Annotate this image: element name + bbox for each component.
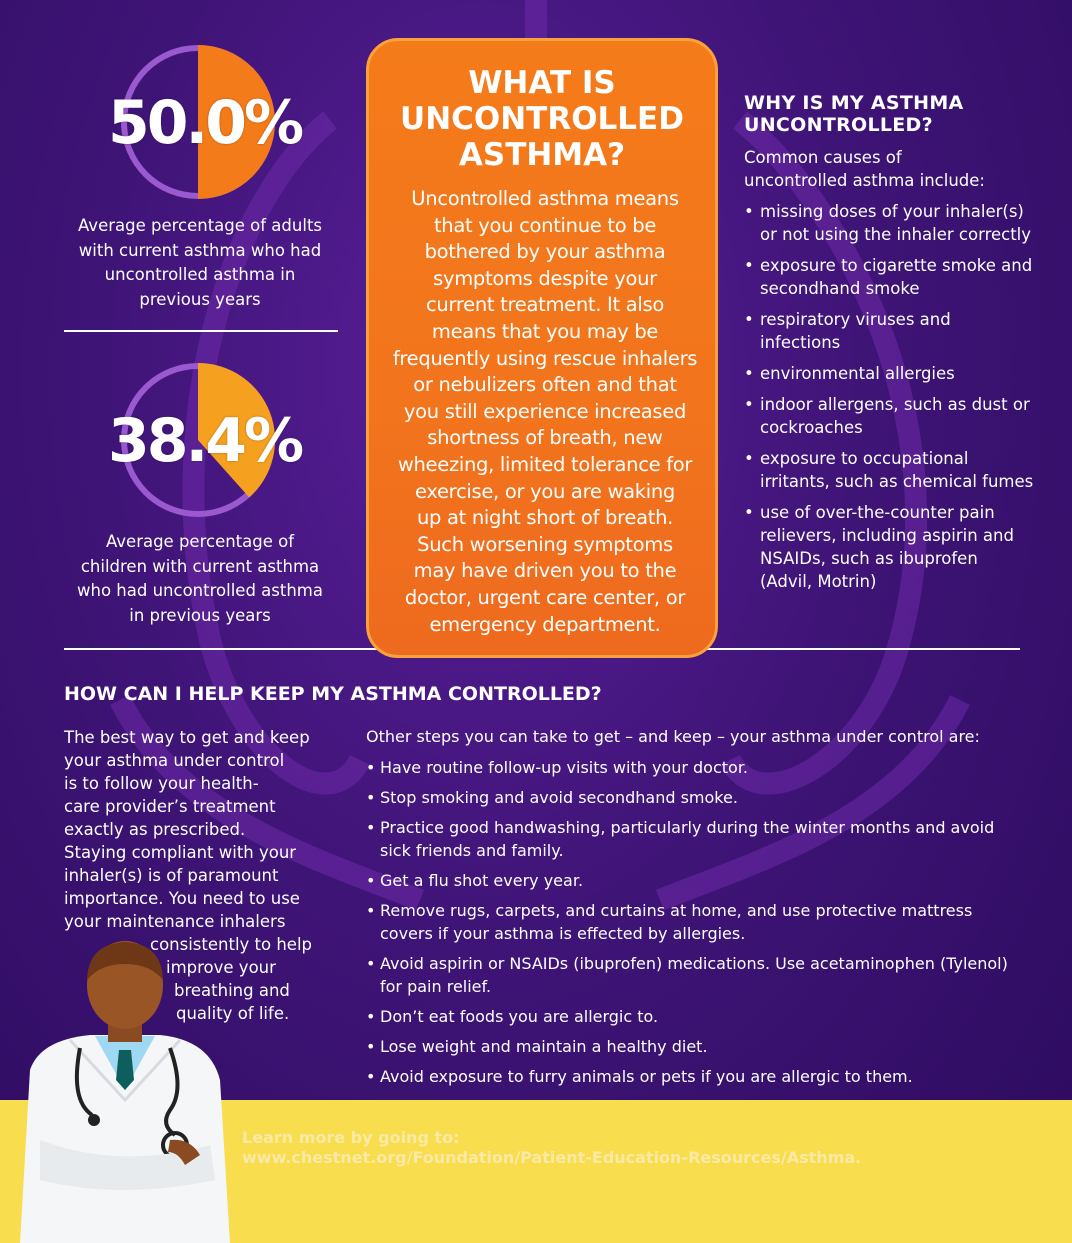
step-text: Stop smoking and avoid secondhand smoke.	[380, 788, 738, 807]
why-intro-line: uncontrolled asthma include:	[744, 171, 985, 190]
treatment-line: your maintenance inhalers	[64, 912, 286, 931]
why-title-line: WHY IS MY ASTHMA	[744, 92, 964, 114]
card-body-line: Uncontrolled asthma means	[411, 187, 679, 210]
step-text: Practice good handwashing, particularly during the winter months and avoid sick friends and family.	[380, 818, 995, 860]
children-desc-line: children with current asthma	[80, 556, 320, 576]
cause-item	[744, 200, 1034, 246]
children-desc-line: who had uncontrolled asthma	[77, 581, 323, 600]
bullet-icon: •	[366, 1037, 376, 1056]
what-is-uncontrolled-asthma-card	[366, 38, 718, 658]
cause-text: exposure to occupational irritants, such as chemical fumes	[760, 449, 1034, 491]
cause-text: environmental allergies	[760, 364, 955, 383]
divider	[64, 330, 338, 332]
adult-desc-line: previous years	[139, 289, 261, 309]
card-body-line: Such worsening symptoms	[417, 532, 673, 556]
treatment-line: quality of life.	[176, 1004, 290, 1023]
card-body-line: up at night short of breath.	[416, 506, 674, 530]
bullet-icon: •	[366, 758, 376, 777]
bullet-icon: •	[744, 310, 754, 329]
step-text: Remove rugs, carpets, and curtains at home, and use protective mattress covers if your asthma is effected by allergies.	[380, 901, 973, 943]
causes-list	[744, 200, 1034, 601]
step-item	[366, 816, 1026, 862]
footer-url-link[interactable]: www.chestnet.org/Foundation/Patient-Education-Resources/Asthma.	[242, 1148, 862, 1167]
treatment-line: importance. You need to use	[64, 889, 300, 908]
bullet-icon: •	[744, 395, 754, 414]
step-text: Avoid aspirin or NSAIDs (ibuprofen) medications. Use acetaminophen (Tylenol) for pain relief.	[380, 954, 1008, 996]
adult-desc-line: with current asthma who had	[78, 240, 322, 260]
treatment-line: exactly as prescribed.	[64, 820, 246, 839]
treatment-line: your asthma under control	[64, 751, 285, 770]
bullet-icon: •	[366, 954, 376, 973]
bullet-icon: •	[744, 449, 754, 468]
cause-text: use of over-the-counter pain relievers, including aspirin and NSAIDs, such as ibuprofen (Advil, Motrin)	[760, 503, 1014, 591]
card-body-line: bothered by your asthma	[424, 240, 666, 264]
card-body-line: current treatment. It also	[425, 293, 665, 317]
cause-item	[744, 501, 1034, 593]
footer-learn-more	[242, 1128, 1062, 1168]
why-uncontrolled-title	[744, 92, 1044, 136]
card-body-line: means that you may be	[431, 319, 659, 343]
card-body-line: exercise, or you are waking	[414, 479, 676, 503]
bullet-icon: •	[744, 364, 754, 383]
cause-item	[744, 308, 1034, 354]
children-percentage: 38.4%	[108, 406, 302, 476]
bullet-icon: •	[366, 1007, 376, 1026]
steps-intro: Other steps you can take to get – and keep – your asthma under control are:	[366, 727, 980, 746]
card-body-line: shortness of breath, new	[427, 426, 663, 450]
bullet-icon: •	[366, 788, 376, 807]
steps-list	[366, 756, 1026, 1095]
cause-text: exposure to cigarette smoke and secondhand smoke	[760, 256, 1033, 298]
step-item	[366, 756, 1026, 779]
step-text: Lose weight and maintain a healthy diet.	[380, 1037, 708, 1056]
step-item	[366, 1005, 1026, 1028]
bullet-icon: •	[744, 256, 754, 275]
step-text: Avoid exposure to furry animals or pets if you are allergic to them.	[380, 1067, 913, 1086]
adult-desc-line: Average percentage of adults	[77, 216, 323, 235]
card-title-line: UNCONTROLLED	[400, 101, 684, 137]
step-text: Have routine follow-up visits with your doctor.	[380, 758, 749, 777]
cause-text: indoor allergens, such as dust or cockroaches	[760, 395, 1030, 437]
bullet-icon: •	[366, 871, 376, 890]
cause-item	[744, 393, 1034, 439]
step-item	[366, 899, 1026, 945]
card-title-line: ASTHMA?	[458, 137, 626, 173]
bullet-icon: •	[744, 503, 754, 522]
card-body-line: that you continue to be	[433, 213, 657, 237]
treatment-line: The best way to get and keep	[64, 728, 310, 747]
card-body-line: symptoms despite your	[433, 266, 657, 290]
card-body-line: or nebulizers often and that	[413, 373, 677, 397]
card-title-line: WHAT IS	[468, 65, 616, 101]
card-body-line: emergency department.	[429, 612, 661, 636]
bullet-icon: •	[366, 1067, 376, 1086]
bullet-icon: •	[744, 202, 754, 221]
adult-stat-description	[60, 214, 340, 312]
children-desc-line: in previous years	[129, 605, 271, 625]
card-body-line: frequently using rescue inhalers	[392, 346, 698, 370]
children-desc-line: Average percentage of	[105, 532, 295, 551]
children-stat-description	[60, 530, 340, 628]
treatment-line: consistently to help	[150, 935, 313, 954]
cause-item	[744, 362, 1034, 385]
doctor-illustration	[10, 940, 240, 1243]
bullet-icon: •	[366, 818, 376, 837]
treatment-line: Staying compliant with your	[64, 843, 297, 862]
card-title	[369, 65, 715, 173]
step-item	[366, 1065, 1026, 1088]
card-body	[381, 186, 709, 638]
cause-item	[744, 254, 1034, 300]
step-text: Get a flu shot every year.	[380, 871, 584, 890]
treatment-line: breathing and	[174, 981, 290, 1000]
cause-text: missing doses of your inhaler(s) or not using the inhaler correctly	[760, 202, 1032, 244]
card-body-line: doctor, urgent care center, or	[404, 585, 686, 609]
step-item	[366, 869, 1026, 892]
treatment-line: improve your	[166, 958, 276, 977]
treatment-line: is to follow your health-	[64, 774, 259, 793]
step-item	[366, 952, 1026, 998]
why-intro	[744, 146, 1044, 192]
step-item	[366, 786, 1026, 809]
why-title-line: UNCONTROLLED?	[744, 114, 933, 136]
treatment-line: inhaler(s) is of paramount	[64, 866, 279, 885]
adult-desc-line: uncontrolled asthma in	[104, 265, 296, 284]
card-body-line: you still experience increased	[403, 399, 687, 423]
card-body-line: may have driven you to the	[413, 559, 677, 583]
bullet-icon: •	[366, 901, 376, 920]
why-intro-line: Common causes of	[744, 148, 902, 167]
cause-item	[744, 447, 1034, 493]
adult-percentage: 50.0%	[108, 88, 302, 158]
card-body-line: wheezing, limited tolerance for	[397, 452, 693, 476]
step-item	[366, 1035, 1026, 1058]
step-text: Don’t eat foods you are allergic to.	[380, 1007, 659, 1026]
cause-text: respiratory viruses and infections	[760, 310, 951, 352]
footer-line: Learn more by going to:	[242, 1128, 460, 1147]
treatment-line: care provider’s treatment	[64, 797, 276, 816]
help-section-title: HOW CAN I HELP KEEP MY ASTHMA CONTROLLED?	[64, 683, 602, 705]
